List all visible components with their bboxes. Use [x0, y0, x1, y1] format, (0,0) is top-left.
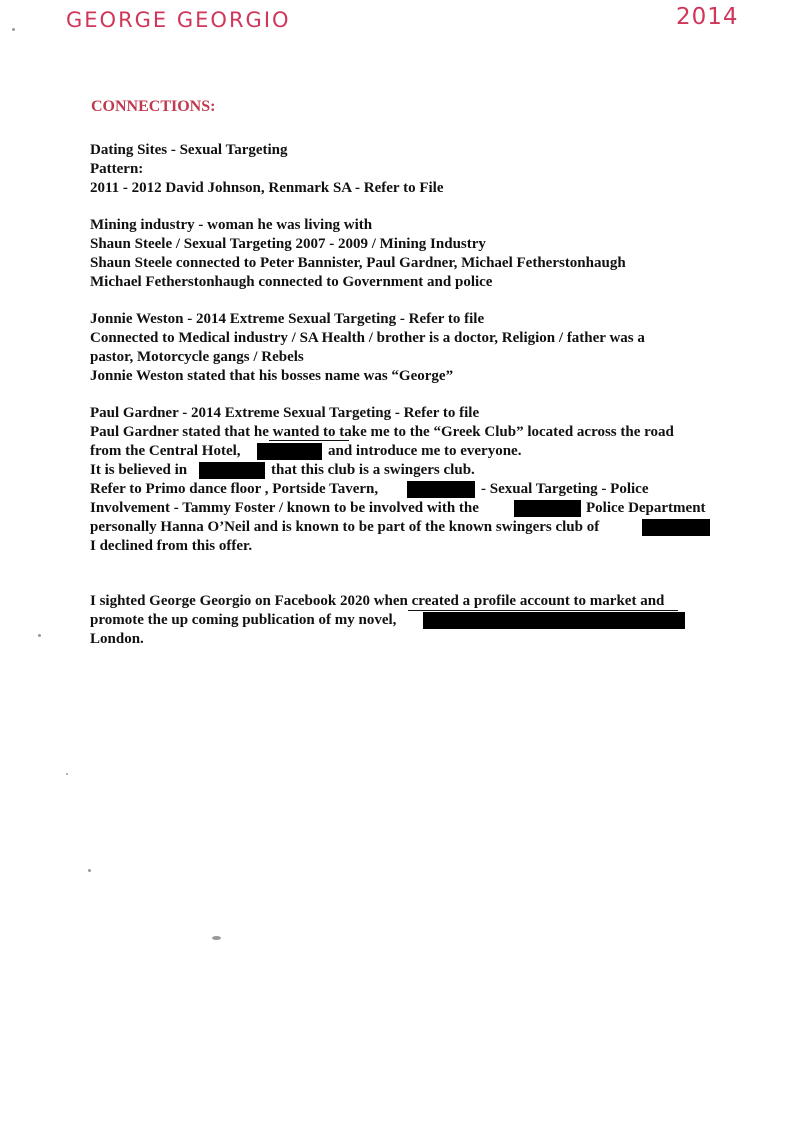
- text-line: Paul Gardner stated that he wanted to take me to the “Greek Club” located across the road: [90, 424, 674, 440]
- text-line: Police Department: [586, 500, 706, 516]
- text-line: promote the up coming publication of my novel,: [90, 612, 397, 628]
- text-line: London.: [90, 631, 144, 647]
- redaction-block: [257, 443, 322, 460]
- text-line: that this club is a swingers club.: [271, 462, 475, 478]
- text-line: I declined from this offer.: [90, 538, 253, 554]
- text-line: personally Hanna O’Neil and is known to be part of the known swingers club of: [90, 519, 600, 535]
- scan-underline: [408, 610, 678, 611]
- text-line: Paul Gardner - 2014 Extreme Sexual Targeting - Refer to file: [90, 405, 480, 421]
- text-line: pastor, Motorcycle gangs / Rebels: [90, 349, 304, 365]
- scan-underline: [269, 440, 349, 441]
- text-line: Pattern:: [90, 161, 144, 177]
- scan-speck: [38, 634, 41, 637]
- text-line: It is believed in: [90, 462, 188, 478]
- redaction-block: [642, 519, 710, 536]
- page-title: CONNECTIONS:: [91, 98, 216, 115]
- scan-speck: [88, 869, 91, 872]
- text-line: I sighted George Georgio on Facebook 2020 when created a profile account to market and: [90, 593, 665, 609]
- redaction-block: [199, 462, 265, 479]
- text-line: Connected to Medical industry / SA Health / brother is a doctor, Religion / father was a: [90, 330, 645, 346]
- scan-speck: [212, 936, 221, 940]
- redaction-block: [423, 612, 685, 629]
- text-line: Dating Sites - Sexual Targeting: [90, 142, 288, 158]
- text-line: Mining industry - woman he was living with: [90, 217, 373, 233]
- text-line: Shaun Steele connected to Peter Bannister, Paul Gardner, Michael Fetherstonhaugh: [90, 255, 626, 271]
- redaction-block: [514, 500, 581, 517]
- text-line: from the Central Hotel,: [90, 443, 241, 459]
- text-line: Shaun Steele / Sexual Targeting 2007 - 2009 / Mining Industry: [90, 236, 486, 252]
- text-line: Jonnie Weston - 2014 Extreme Sexual Targeting - Refer to file: [90, 311, 485, 327]
- scan-speck: [12, 28, 15, 31]
- text-line: Involvement - Tammy Foster / known to be involved with the: [90, 500, 479, 516]
- redaction-block: [407, 481, 475, 498]
- text-line: - Sexual Targeting - Police: [481, 481, 649, 497]
- handwritten-year: 2014: [676, 4, 739, 30]
- text-line: and introduce me to everyone.: [328, 443, 522, 459]
- text-line: Jonnie Weston stated that his bosses name was “George”: [90, 368, 454, 384]
- scan-speck: [66, 773, 68, 775]
- text-line: Michael Fetherstonhaugh connected to Government and police: [90, 274, 493, 290]
- handwritten-name: GEORGE GEORGIO: [66, 8, 291, 32]
- text-line: 2011 - 2012 David Johnson, Renmark SA - Refer to File: [90, 180, 444, 196]
- text-line: Refer to Primo dance floor , Portside Tavern,: [90, 481, 379, 497]
